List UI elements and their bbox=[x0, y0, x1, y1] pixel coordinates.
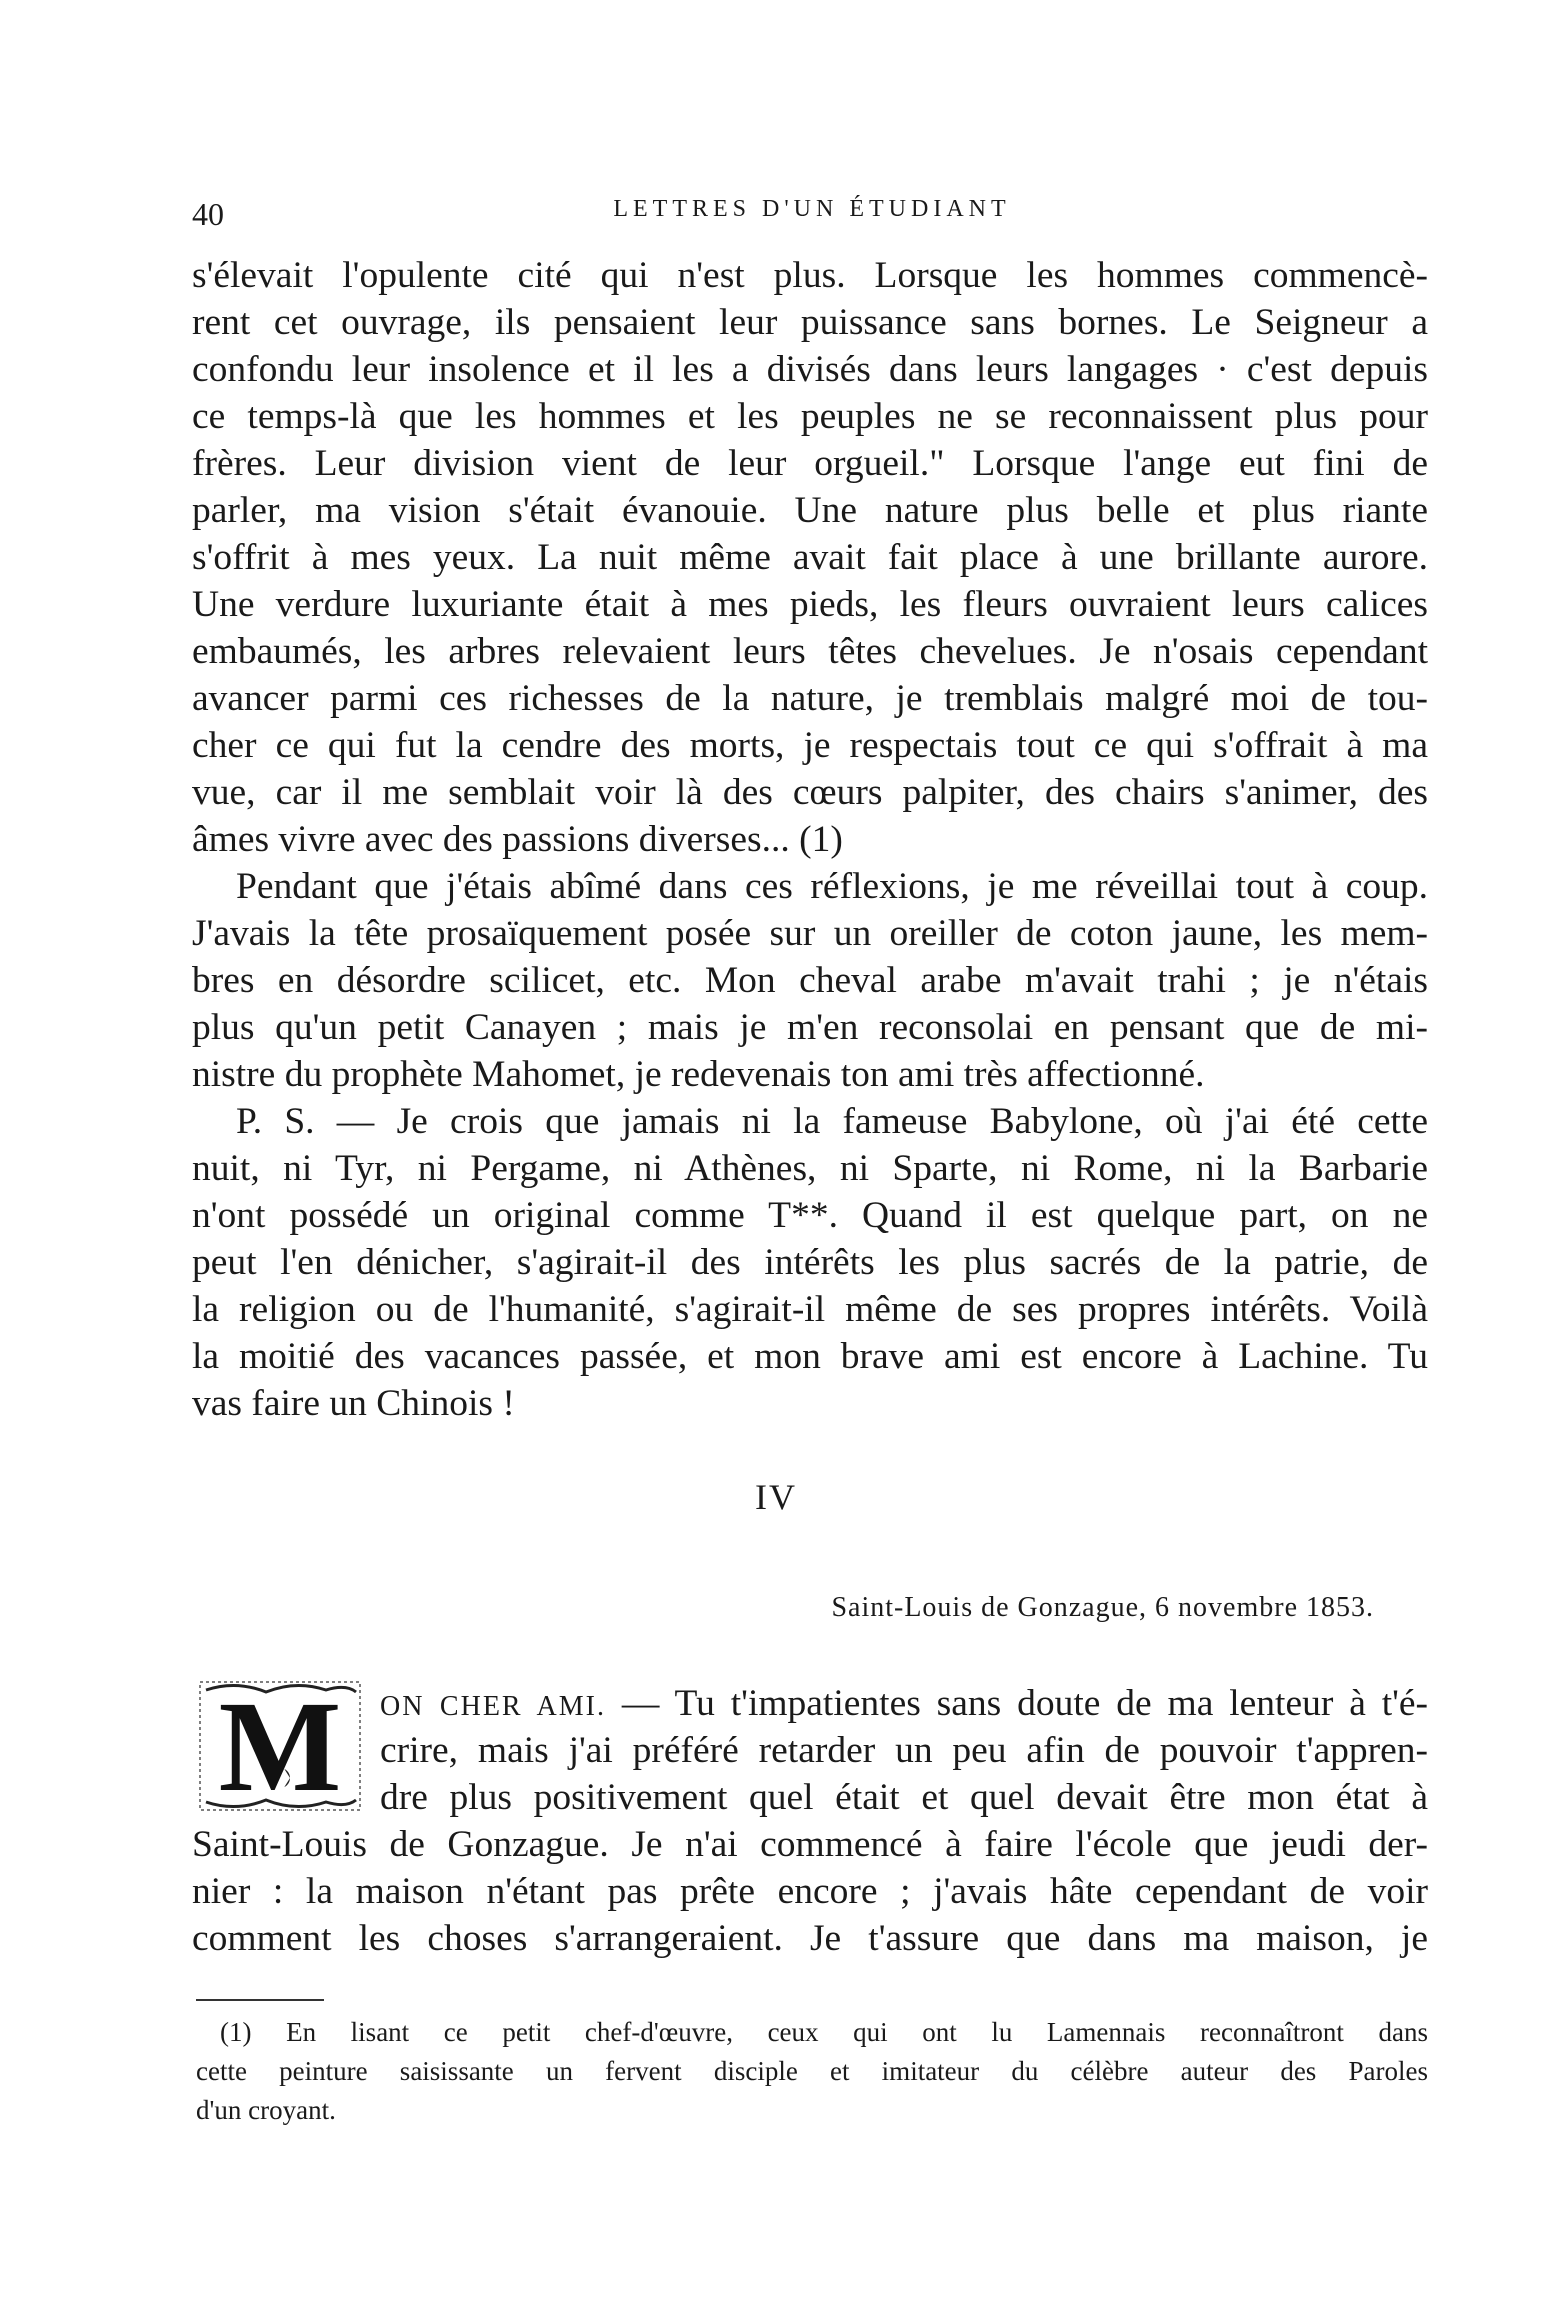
body-line: nuit, ni Tyr, ni Pergame, ni Athènes, ni Sparte, ni Rome, ni la Barbarie bbox=[192, 1148, 1428, 1189]
body-line: Pendant que j'étais abîmé dans ces réflexions, je me réveillai tout à coup. bbox=[236, 866, 1428, 907]
ornamental-dropcap bbox=[196, 1678, 364, 1814]
body-line: n'ont possédé un original comme T**. Quand il est quelque part, on ne bbox=[192, 1195, 1428, 1236]
body-line: cher ce qui fut la cendre des morts, je respectais tout ce qui s'offrait à ma bbox=[192, 725, 1428, 766]
footnote-text-1: En lisant ce petit chef-d'œuvre, ceux qui ont lu Lamennais reconnaîtront dans bbox=[286, 2017, 1429, 2047]
body-line: frères. Leur division vient de leur orgueil." Lorsque l'ange eut fini de bbox=[192, 443, 1428, 484]
body-line: confondu leur insolence et il les a divisés dans leurs langages · c'est depuis bbox=[192, 349, 1428, 390]
dropcap-line-3: dre plus positivement quel était et quel devait être mon état à bbox=[380, 1777, 1428, 1818]
body-line: la religion ou de l'humanité, s'agirait-il même de ses propres intérêts. Voilà bbox=[192, 1289, 1428, 1330]
dropcap-line-2: crire, mais j'ai préféré retarder un peu afin de pouvoir t'appren- bbox=[380, 1730, 1428, 1771]
footnote-marker: (1) bbox=[220, 2017, 252, 2047]
body-line: âmes vivre avec des passions diverses... (1) bbox=[192, 819, 843, 860]
letter-dateline: Saint-Louis de Gonzague, 6 novembre 1853. bbox=[831, 1592, 1374, 1623]
body-line: avancer parmi ces richesses de la nature, je tremblais malgré moi de tou- bbox=[192, 678, 1428, 719]
dropcap-letter: M bbox=[218, 1678, 342, 1814]
body-line: plus qu'un petit Canayen ; mais je m'en reconsolai en pensant que de mi- bbox=[192, 1007, 1428, 1048]
dropcap-line-1 bbox=[380, 1680, 1428, 1728]
section-numeral: IV bbox=[755, 1477, 797, 1517]
body-line: Une verdure luxuriante était à mes pieds, les fleurs ouvraient leurs calices bbox=[192, 584, 1428, 625]
body-line: J'avais la tête prosaïquement posée sur un oreiller de coton jaune, les mem- bbox=[192, 913, 1428, 954]
body-line: vas faire un Chinois ! bbox=[192, 1383, 515, 1424]
body-line: s'offrit à mes yeux. La nuit même avait fait place à une brillante aurore. bbox=[192, 537, 1428, 578]
opening-line-text: — Tu t'impatientes sans doute de ma lenteur à t'é- bbox=[621, 1683, 1429, 1724]
letter-line-3: comment les choses s'arrangeraient. Je t'assure que dans ma maison, je bbox=[192, 1918, 1428, 1959]
body-line: vue, car il me semblait voir là des cœurs palpiter, des chairs s'animer, des bbox=[192, 772, 1428, 813]
body-line: nistre du prophète Mahomet, je redevenais ton ami très affectionné. bbox=[192, 1054, 1205, 1095]
letter-line-1: Saint-Louis de Gonzague. Je n'ai commencé à faire l'école que jeudi der- bbox=[192, 1824, 1428, 1865]
opening-smallcaps: ON CHER AMI. bbox=[380, 1691, 606, 1722]
running-title: LETTRES D'UN ÉTUDIANT bbox=[613, 196, 1011, 222]
footnote-line-2: cette peinture saisissante un fervent disciple et imitateur du célèbre auteur des Paroles bbox=[196, 2056, 1428, 2086]
letter-line-2: nier : la maison n'étant pas prête encore ; j'avais hâte cependant de voir bbox=[192, 1871, 1428, 1912]
footnote-line-3: d'un croyant. bbox=[196, 2095, 336, 2125]
body-line: bres en désordre scilicet, etc. Mon cheval arabe m'avait trahi ; je n'étais bbox=[192, 960, 1428, 1001]
body-line: rent cet ouvrage, ils pensaient leur puissance sans bornes. Le Seigneur a bbox=[192, 302, 1428, 343]
footnote-line-1 bbox=[220, 2012, 1428, 2052]
body-line: P. S. — Je crois que jamais ni la fameuse Babylone, où j'ai été cette bbox=[236, 1101, 1428, 1142]
running-header bbox=[192, 196, 1432, 236]
body-line: s'élevait l'opulente cité qui n'est plus. Lorsque les hommes commencè- bbox=[192, 255, 1428, 296]
page-number: 40 bbox=[192, 196, 224, 232]
body-line: parler, ma vision s'était évanouie. Une nature plus belle et plus riante bbox=[192, 490, 1428, 531]
footnote-rule bbox=[196, 1999, 324, 2001]
body-line: ce temps-là que les hommes et les peuples ne se reconnaissent plus pour bbox=[192, 396, 1428, 437]
dropcap-ornament-icon bbox=[196, 1678, 364, 1814]
body-line: peut l'en dénicher, s'agirait-il des intérêts les plus sacrés de la patrie, de bbox=[192, 1242, 1428, 1283]
body-line: embaumés, les arbres relevaient leurs têtes chevelues. Je n'osais cependant bbox=[192, 631, 1428, 672]
body-line: la moitié des vacances passée, et mon brave ami est encore à Lachine. Tu bbox=[192, 1336, 1428, 1377]
